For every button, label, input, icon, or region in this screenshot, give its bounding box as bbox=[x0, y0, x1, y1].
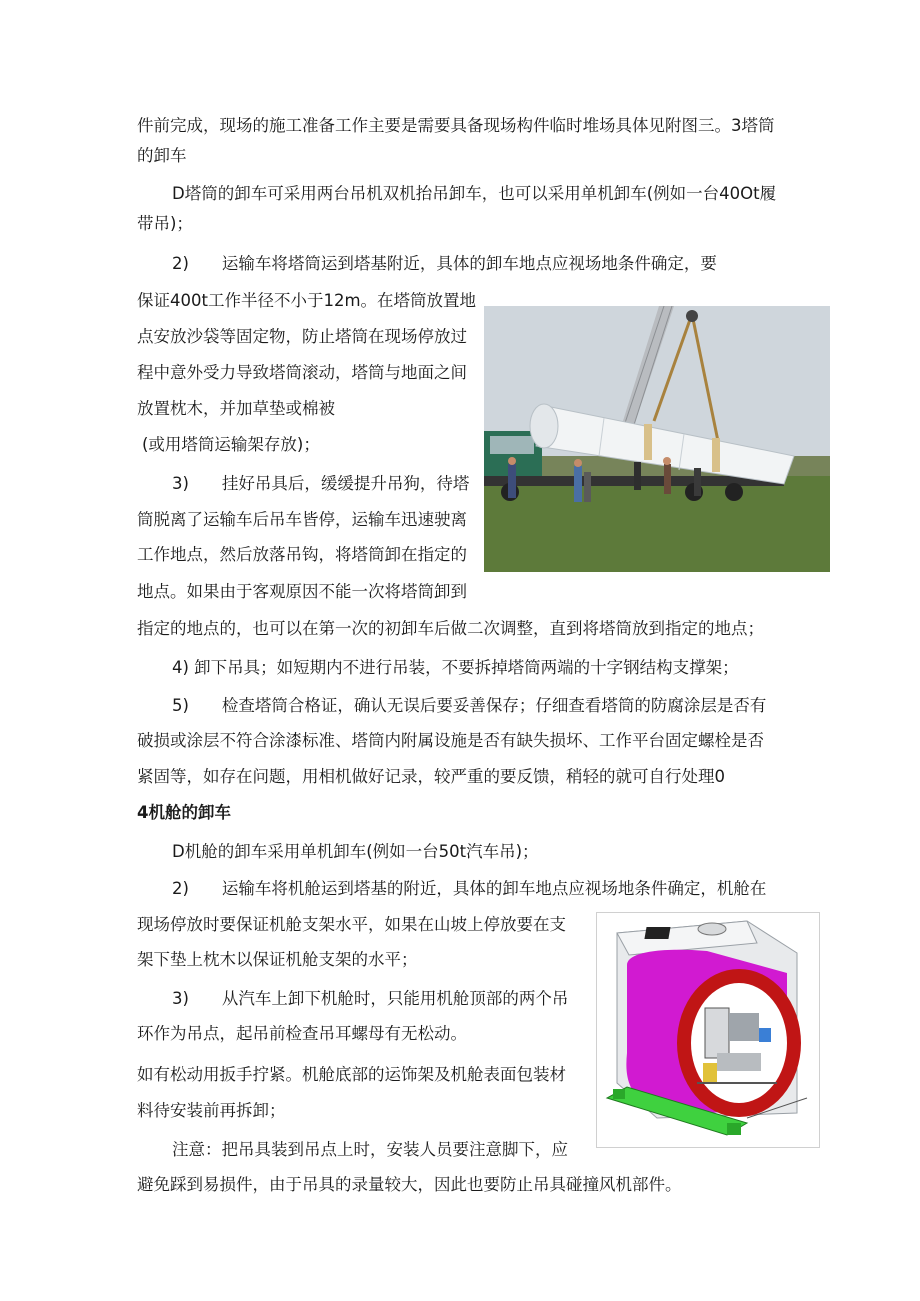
text-line: 保证400t工作半径不小于12m。在塔筒放置地 bbox=[137, 291, 477, 310]
text-line: 4) 卸下吊具；如短期内不进行吊装，不要拆掉塔筒两端的十字钢结构支撑架； bbox=[172, 658, 739, 677]
text-line: 环作为吊点，起吊前检查吊耳螺母有无松动。 bbox=[137, 1024, 467, 1043]
text-line: 5) 检查塔筒合格证，确认无误后要妥善保存；仔细查看塔筒的防腐涂层是否有 bbox=[172, 696, 767, 715]
text-line: 3) 挂好吊具后，缓缓提升吊狗，待塔 bbox=[172, 474, 470, 493]
text-line: D机舱的卸车采用单机卸车(例如一台50t汽车吊)； bbox=[172, 842, 539, 861]
text-line: 3) 从汽车上卸下机舱时，只能用机舱顶部的两个吊 bbox=[172, 989, 569, 1008]
text-line: (或用塔筒运输架存放)； bbox=[142, 435, 320, 454]
text-line: 注意：把吊具装到吊点上时，安装人员要注意脚下，应 bbox=[172, 1140, 568, 1159]
text-line: 筒脱离了运输车后吊车皆停，运输车迅速驶离 bbox=[137, 510, 467, 529]
section-heading: 4机舱的卸车 bbox=[137, 803, 231, 822]
text-line: 点安放沙袋等固定物，防止塔筒在现场停放过 bbox=[137, 327, 467, 346]
text-line: 程中意外受力导致塔筒滚动，塔筒与地面之间 bbox=[137, 363, 467, 382]
nacelle-render-image bbox=[596, 912, 820, 1148]
text-line: D塔筒的卸车可采用两台吊机双机抬吊卸车，也可以采用单机卸车(例如一台40Ot履 bbox=[172, 184, 777, 203]
text-line: 如有松动用扳手拧紧。机舱底部的运饰架及机舱表面包装材 bbox=[137, 1065, 566, 1084]
text-line: 破损或涂层不符合涂漆标准、塔筒内附属设施是否有缺失损坏、工作平台固定螺栓是否 bbox=[137, 731, 764, 750]
text-line: 指定的地点的，也可以在第一次的初卸车后做二次调整，直到将塔筒放到指定的地点； bbox=[137, 619, 764, 638]
text-line: 放置枕木，并加草垫或棉被 bbox=[137, 399, 335, 418]
text-line: 2) 运输车将塔筒运到塔基附近，具体的卸车地点应视场地条件确定，要 bbox=[172, 254, 717, 273]
text-line: 的卸车 bbox=[137, 146, 187, 165]
text-line: 地点。如果由于客观原因不能一次将塔筒卸到 bbox=[137, 582, 467, 601]
text-line: 件前完成，现场的施工准备工作主要是需要具备现场构件临时堆场具体见附图三。3塔筒 bbox=[137, 116, 775, 135]
text-line: 现场停放时要保证机舱支架水平，如果在山坡上停放要在支 bbox=[137, 915, 566, 934]
text-line: 料待安装前再拆卸； bbox=[137, 1101, 286, 1120]
text-line: 工作地点，然后放落吊钩，将塔筒卸在指定的 bbox=[137, 545, 467, 564]
text-line: 紧固等，如存在问题，用相机做好记录，较严重的要反馈，稍轻的就可自行处理0 bbox=[137, 767, 725, 786]
tower-unloading-photo bbox=[484, 306, 830, 572]
text-line: 架下垫上枕木以保证机舱支架的水平； bbox=[137, 950, 418, 969]
text-line: 带吊)； bbox=[137, 214, 193, 233]
text-line: 2) 运输车将机舱运到塔基的附近，具体的卸车地点应视场地条件确定，机舱在 bbox=[172, 879, 767, 898]
text-line: 避免踩到易损件，由于吊具的录量较大，因此也要防止吊具碰撞风机部件。 bbox=[137, 1175, 682, 1194]
